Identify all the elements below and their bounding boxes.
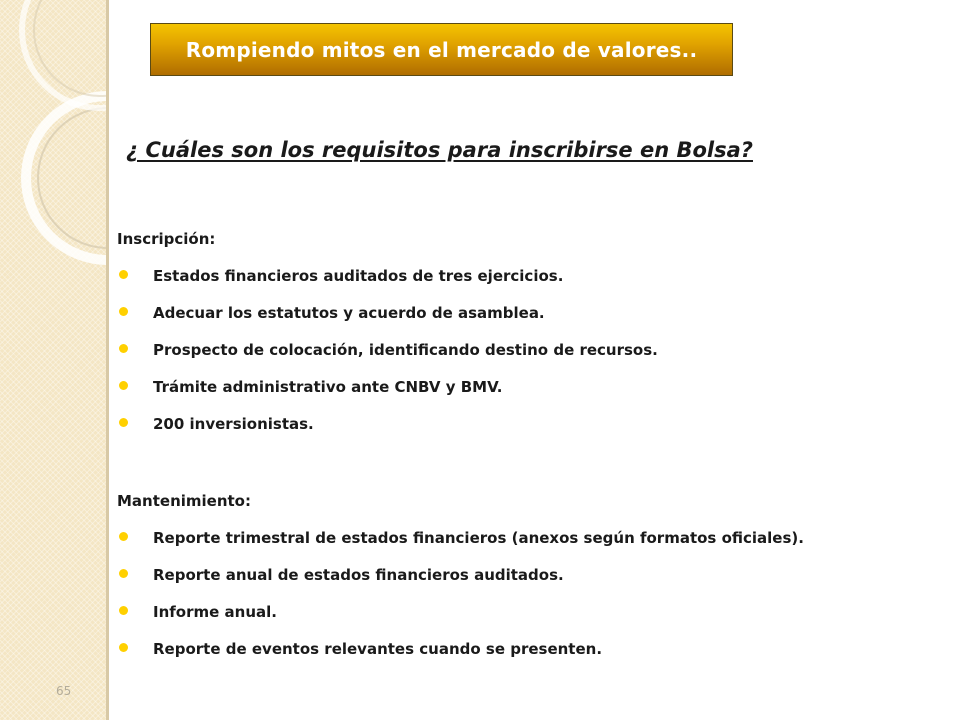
section-label-inscripcion: Inscripción: — [117, 230, 216, 248]
mantenimiento-list — [117, 527, 947, 660]
list-item — [117, 413, 947, 435]
bullet-icon — [119, 418, 128, 427]
bullet-icon — [119, 381, 128, 390]
list-item — [117, 638, 947, 660]
inscripcion-list — [117, 265, 947, 435]
section-spacer — [117, 450, 947, 490]
list-item-text: Reporte trimestral de estados financieros (anexos según formatos oficiales). — [153, 529, 804, 547]
list-item — [117, 564, 947, 586]
list-item — [117, 302, 947, 324]
decorative-sidebar — [0, 0, 106, 720]
list-item-text: Estados financieros auditados de tres ejercicios. — [153, 267, 564, 285]
list-item — [117, 376, 947, 398]
decorative-rings — [0, 0, 106, 720]
section-label-mantenimiento: Mantenimiento: — [117, 492, 251, 510]
list-item — [117, 527, 947, 549]
bullet-icon — [119, 344, 128, 353]
bullet-icon — [119, 532, 128, 541]
page-number: 65 — [56, 684, 72, 698]
bullet-icon — [119, 270, 128, 279]
slide-title: Rompiendo mitos en el mercado de valores.. — [185, 37, 698, 62]
list-item-text: Informe anual. — [153, 603, 277, 621]
bullet-icon — [119, 606, 128, 615]
sidebar-divider — [106, 0, 109, 720]
bullet-icon — [119, 569, 128, 578]
slide-content — [117, 228, 947, 675]
slide-heading: ¿ Cuáles son los requisitos para inscribirse en Bolsa? — [126, 138, 753, 162]
list-item-text: Reporte anual de estados financieros auditados. — [153, 566, 564, 584]
bullet-icon — [119, 643, 128, 652]
list-item — [117, 601, 947, 623]
list-item — [117, 339, 947, 361]
bullet-icon — [119, 307, 128, 316]
list-item-text: Adecuar los estatutos y acuerdo de asamblea. — [153, 304, 545, 322]
list-item-text: 200 inversionistas. — [153, 415, 314, 433]
list-item-text: Prospecto de colocación, identificando destino de recursos. — [153, 341, 658, 359]
list-item — [117, 265, 947, 287]
title-banner — [150, 23, 733, 76]
list-item-text: Reporte de eventos relevantes cuando se presenten. — [153, 640, 603, 658]
list-item-text: Trámite administrativo ante CNBV y BMV. — [153, 378, 503, 396]
